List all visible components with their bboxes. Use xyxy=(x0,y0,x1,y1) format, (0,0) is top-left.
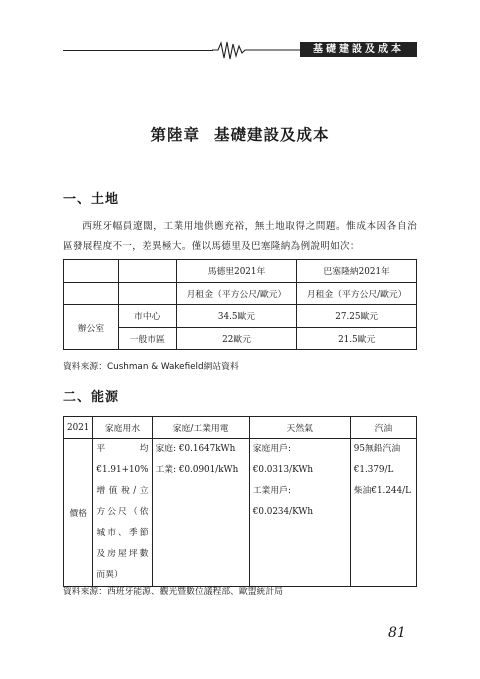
blank-cell xyxy=(64,260,119,283)
petrol-95-price: €1.379/L xyxy=(353,465,394,475)
water-line: €1.91+10% xyxy=(96,465,149,475)
water-line: 平 均 xyxy=(96,444,149,454)
unit-header-madrid: 月租金（平方公尺/歐元） xyxy=(176,282,297,305)
water-line: 及房屋坪數 xyxy=(96,549,149,559)
rent-madrid-general: 22歐元 xyxy=(176,327,297,350)
row-group-office: 辦公室 xyxy=(64,305,119,350)
header-chapter-tag: 基礎建設及成本 xyxy=(300,42,417,57)
rent-madrid-downtown: 34.5歐元 xyxy=(176,305,297,328)
year-cell: 2021 xyxy=(64,417,93,439)
chapter-number: 第陸章 xyxy=(150,125,200,144)
blank-cell xyxy=(118,282,176,305)
gas-household: 家庭用戶: €0.0313/KWh xyxy=(252,444,314,475)
electricity-price-cell xyxy=(152,439,249,587)
section-heading-energy: 二、能源 xyxy=(63,390,120,405)
office-rent-table xyxy=(63,259,417,350)
col-header-barcelona: 巴塞隆納2021年 xyxy=(297,260,417,283)
page-number: 81 xyxy=(388,625,406,641)
col-header-water: 家庭用水 xyxy=(93,417,152,439)
water-line: 城市、季節 xyxy=(96,528,149,538)
petrol-95-label: 95無鉛汽油 xyxy=(353,444,401,454)
rent-barcelona-downtown: 27.25歐元 xyxy=(297,305,417,328)
water-line: 增值稅/立 xyxy=(96,486,149,496)
heartbeat-ornament xyxy=(212,40,302,62)
water-line: 而異） xyxy=(96,570,123,580)
water-price-cell xyxy=(93,439,152,587)
unit-header-barcelona: 月租金（平方公尺/歐元） xyxy=(297,282,417,305)
col-header-madrid: 馬德里2021年 xyxy=(176,260,297,283)
diesel-price: 柴油€1.244/L xyxy=(353,486,411,496)
land-source-note: 資料來源：Cushman & Wakefield網站資料 xyxy=(63,362,239,372)
row-label-price: 價格 xyxy=(64,439,93,587)
section-heading-land: 一、土地 xyxy=(63,192,120,207)
area-downtown: 市中心 xyxy=(118,305,176,328)
energy-source-note: 資料來源：西班牙能源、觀光暨數位議程部、歐盟統計局 xyxy=(63,587,283,597)
col-header-electricity: 家庭/工業用電 xyxy=(152,417,249,439)
area-general: 一般市區 xyxy=(118,327,176,350)
blank-cell xyxy=(64,282,119,305)
water-line: 方公尺（依 xyxy=(96,507,149,517)
blank-cell xyxy=(118,260,176,283)
petrol-price-cell xyxy=(350,439,416,587)
electricity-household: 家庭: €0.1647kWh xyxy=(155,444,236,454)
land-paragraph: 西班牙幅員遼闊，工業用地供應充裕，無土地取得之問題。惟成本因各自治區發展程度不一，差異極大。僅以馬德里及巴塞隆納為例說明如次： xyxy=(63,221,417,252)
header-rule-left xyxy=(63,50,213,51)
gas-price-cell xyxy=(249,439,350,587)
chapter-title xyxy=(0,123,480,145)
energy-price-table xyxy=(63,416,417,587)
col-header-petrol: 汽油 xyxy=(350,417,416,439)
gas-industry: 工業用戶: €0.0234/KWh xyxy=(252,486,314,517)
electricity-industry: 工業: €0.0901/kWh xyxy=(155,465,239,475)
rent-barcelona-general: 21.5歐元 xyxy=(297,327,417,350)
chapter-name: 基礎建設及成本 xyxy=(214,125,330,144)
col-header-gas: 天然氣 xyxy=(249,417,350,439)
